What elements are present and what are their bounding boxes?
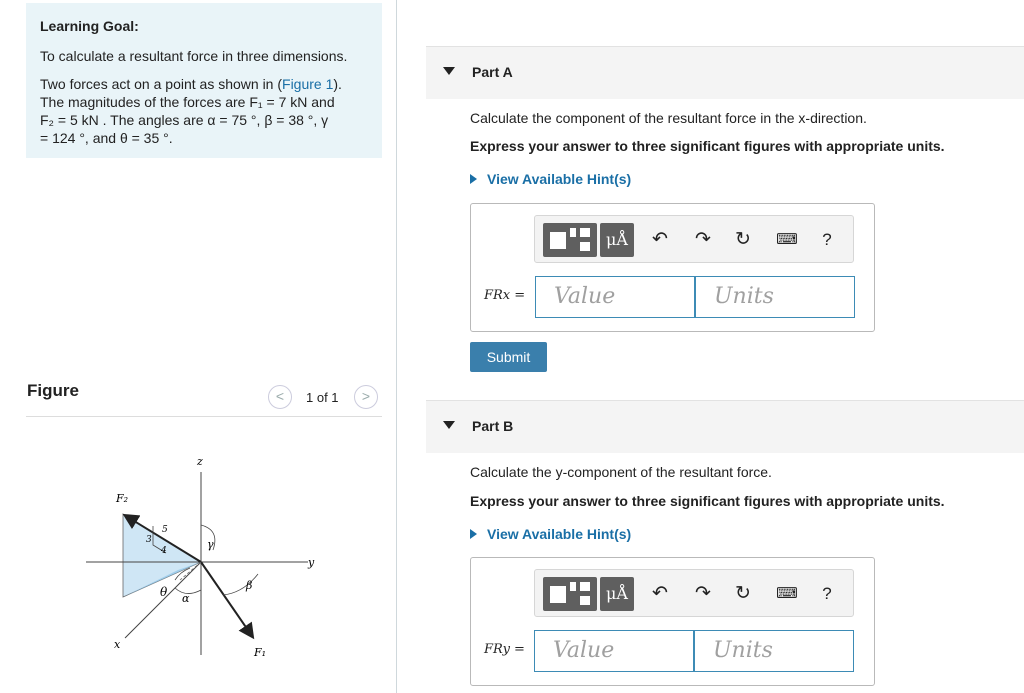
part-a-question: Calculate the component of the resultant force in the x-direction. — [470, 110, 867, 126]
expand-triangle-icon — [470, 174, 477, 184]
part-a-title: Part A — [472, 64, 513, 80]
learning-goal-panel — [26, 3, 382, 158]
goal-text: Two forces act on a point as shown in ( — [40, 76, 283, 92]
theta-label: θ — [160, 585, 168, 599]
force-f1-arrow — [201, 562, 252, 636]
learning-goal-heading: Learning Goal: — [40, 18, 139, 34]
keyboard-icon[interactable]: ⌨ — [776, 231, 798, 248]
prev-figure-button[interactable] — [268, 385, 292, 409]
beta-label: β — [246, 579, 253, 592]
goal-objective: To calculate a resultant force in three dimensions. — [40, 48, 348, 64]
figure-link[interactable]: Figure 1 — [282, 76, 334, 92]
part-a-header[interactable] — [426, 46, 1024, 99]
part-a-answer-box — [470, 203, 875, 332]
z-label: z — [197, 455, 203, 468]
part-b-header[interactable] — [426, 400, 1024, 453]
figure-pager-text: 1 of 1 — [306, 390, 339, 405]
hint-label: View Available Hint(s) — [487, 171, 632, 187]
three-label: 3 — [146, 535, 152, 545]
force-diagram — [80, 450, 340, 665]
figure-title: Figure — [27, 381, 79, 400]
undo-icon[interactable]: ↶ — [652, 583, 668, 604]
hint-label: View Available Hint(s) — [487, 526, 632, 542]
collapse-triangle-icon — [443, 67, 455, 75]
f2-label: F₂ — [116, 492, 129, 505]
math-toolbar — [534, 569, 854, 617]
panel-divider — [396, 0, 397, 693]
part-b-units-input[interactable]: Units — [694, 630, 854, 672]
help-icon[interactable]: ? — [822, 584, 832, 603]
part-b-answer-label: FRy = — [484, 642, 525, 657]
y-label: y — [308, 556, 315, 569]
part-a-hint-link[interactable] — [470, 171, 631, 187]
templates-icon[interactable] — [543, 223, 597, 257]
part-b-answer-box — [470, 557, 875, 686]
units-icon[interactable]: μÅ — [600, 577, 634, 611]
five-label: 5 — [162, 525, 168, 535]
goal-text-line-1 — [40, 75, 342, 93]
next-figure-button[interactable] — [354, 385, 378, 409]
submit-button[interactable]: Submit — [470, 342, 547, 372]
chevron-right-icon: > — [361, 388, 371, 404]
part-b-value-input[interactable]: Value — [534, 630, 694, 672]
expand-triangle-icon — [470, 529, 477, 539]
figure-divider — [26, 416, 382, 417]
help-icon[interactable]: ? — [822, 230, 832, 249]
reset-icon[interactable]: ↻ — [735, 229, 751, 250]
gamma-label: γ — [207, 538, 214, 551]
undo-icon[interactable]: ↶ — [652, 229, 668, 250]
reset-icon[interactable]: ↻ — [735, 583, 751, 604]
part-a-units-input[interactable]: Units — [695, 276, 855, 318]
goal-text-line-4: = 124 °, and θ = 35 °. — [40, 130, 173, 146]
goal-text: ). — [333, 76, 342, 92]
part-a-value-input[interactable]: Value — [535, 276, 695, 318]
keyboard-icon[interactable]: ⌨ — [776, 585, 798, 602]
units-icon[interactable]: μÅ — [600, 223, 634, 257]
four-label: 4 — [161, 546, 167, 556]
goal-text-line-3: F₂ = 5 kN . The angles are α = 75 °, β = 38 °, γ — [40, 112, 329, 128]
part-b-title: Part B — [472, 418, 514, 434]
chevron-left-icon: < — [275, 388, 285, 404]
f1-label: F₁ — [254, 646, 267, 659]
part-b-instruction: Express your answer to three significant figures with appropriate units. — [470, 493, 945, 509]
part-a-answer-label: FRx = — [484, 288, 526, 303]
alpha-label: α — [182, 592, 190, 605]
collapse-triangle-icon — [443, 421, 455, 429]
math-toolbar — [534, 215, 854, 263]
x-label: x — [114, 638, 121, 651]
part-b-question: Calculate the y-component of the resultant force. — [470, 464, 772, 480]
part-b-hint-link[interactable] — [470, 526, 631, 542]
goal-text-line-2: The magnitudes of the forces are F₁ = 7 kN and — [40, 94, 335, 110]
redo-icon[interactable]: ↷ — [695, 583, 711, 604]
beta-arc — [223, 574, 258, 595]
part-a-instruction: Express your answer to three significant figures with appropriate units. — [470, 138, 945, 154]
redo-icon[interactable]: ↷ — [695, 229, 711, 250]
templates-icon[interactable] — [543, 577, 597, 611]
